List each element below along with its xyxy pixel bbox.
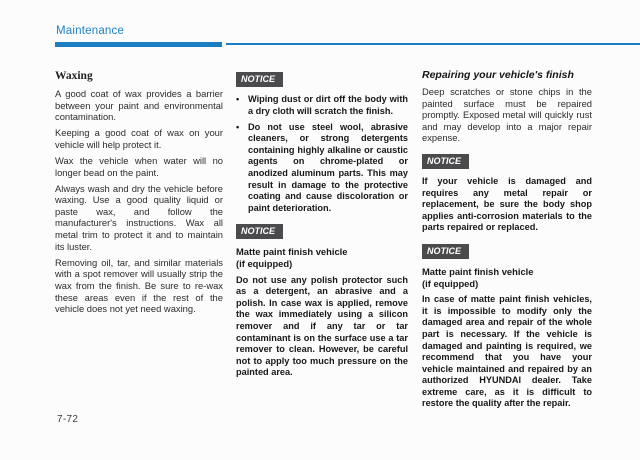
matte-paint-subheading bbox=[422, 266, 592, 289]
section-label: Maintenance bbox=[56, 25, 125, 37]
bullet-text-steel-wool: Do not use steel wool, abrasive cleaners, or strong detergents containing highly alkaline or caustic agents on chrome-plated or anodized aluminum parts. This may result in damage to the protective coating and cause discoloration or paint deterioration. bbox=[248, 121, 408, 213]
notice-bullet-item bbox=[236, 122, 408, 215]
bullet-icon: • bbox=[236, 121, 240, 132]
matte-paint-subheading bbox=[236, 246, 408, 269]
waxing-paragraph-1: A good coat of wax provides a barrier between your paint and environmental contamination. bbox=[55, 88, 223, 123]
waxing-paragraph-2: Keeping a good coat of wax on your vehicle will help protect it. bbox=[55, 127, 223, 150]
waxing-heading: Waxing bbox=[55, 70, 93, 82]
matte-paint-notice-paragraph: Do not use any polish protector such as a detergent, an abrasive and a polish. In case wax is applied, remove the wax immediately using a silicon remover and if any tar or tar contaminant is on the surface use a tar remover to clean. However, be careful not to apply too much pressure on the painted area. bbox=[236, 274, 408, 378]
page-number: 7-72 bbox=[57, 414, 79, 425]
matte-paint-subheading-line1: Matte paint finish vehicle bbox=[422, 265, 534, 277]
header-rule-thin bbox=[226, 43, 640, 45]
notice-badge: NOTICE bbox=[236, 72, 283, 87]
waxing-paragraph-5: Removing oil, tar, and similar materials with a spot remover will usually strip the wax from the finish. Be sure to re-wax these areas even if the rest of the vehicle does not yet need waxing. bbox=[55, 256, 223, 315]
notice-bullet-item bbox=[236, 94, 408, 117]
bullet-icon: • bbox=[236, 94, 240, 104]
column-waxing bbox=[55, 68, 223, 415]
notice-badge: NOTICE bbox=[236, 224, 283, 239]
waxing-paragraph-3: Wax the vehicle when water will no longer bead on the paint. bbox=[55, 154, 223, 178]
notice-badge-wrap bbox=[422, 240, 592, 266]
header-rule-thick bbox=[55, 42, 222, 47]
column-repairing-finish bbox=[422, 68, 592, 415]
repairing-finish-paragraph: Deep scratches or stone chips in the painted surface must be repaired promptly. Exposed metal will quickly rust and may develop into a major repair expense. bbox=[422, 86, 592, 144]
repairing-finish-heading: Repairing your vehicle's finish bbox=[422, 69, 574, 81]
notice-badge: NOTICE bbox=[422, 154, 469, 169]
notice-badge-wrap bbox=[236, 220, 408, 246]
bullet-text-dry-cloth: Wiping dust or dirt off the body with a dry cloth will scratch the finish. bbox=[248, 94, 408, 116]
metal-repair-notice-paragraph: If your vehicle is damaged and requires any metal repair or replacement, be sure the body shop applies anti-corrosion materials to the parts repaired or replaced. bbox=[422, 175, 592, 233]
content-columns bbox=[55, 68, 595, 415]
notice-badge-wrap bbox=[422, 150, 592, 176]
matte-paint-subheading-line1: Matte paint finish vehicle bbox=[236, 246, 348, 258]
matte-paint-subheading-line2: (if equipped) bbox=[236, 258, 293, 270]
matte-paint-repair-paragraph: In case of matte paint finish vehicles, it is impossible to modify only the damaged area and repair of the whole part is necessary. If the vehicle is damaged and painting is required, we recommend that you have your vehicle maintained and repaired by an authorized HYUNDAI dealer. Take extreme care, as it is difficult to restore the quality after the repair. bbox=[422, 294, 592, 409]
waxing-paragraph-4: Always wash and dry the vehicle before waxing. Use a good quality liquid or paste wax, and follow the manufacturer's instructions. Wax all metal trim to protect it and to maintain its luster. bbox=[55, 182, 223, 252]
column-wax-notices bbox=[236, 68, 408, 415]
notice-badge: NOTICE bbox=[422, 244, 469, 259]
notice-badge-wrap bbox=[236, 68, 408, 94]
matte-paint-subheading-line2: (if equipped) bbox=[422, 277, 479, 289]
